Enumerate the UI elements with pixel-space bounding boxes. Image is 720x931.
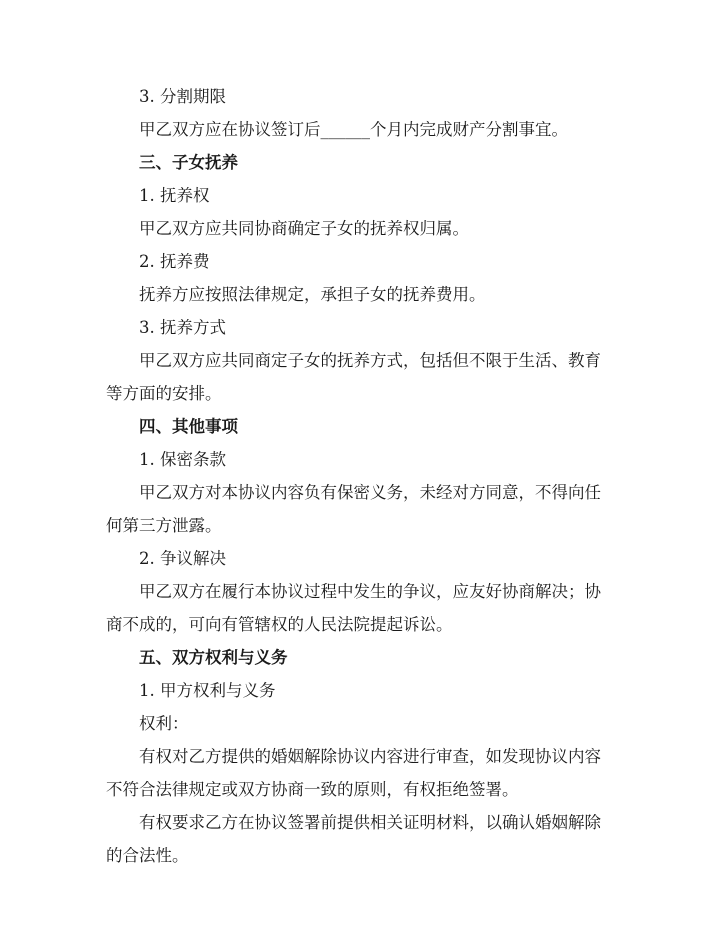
paragraph-confidentiality: 甲乙双方对本协议内容负有保密义务，未经对方同意，不得向任何第三方泄露。 xyxy=(106,483,601,535)
paragraph-review-right: 有权对乙方提供的婚姻解除协议内容进行审查，如发现协议内容不符合法律规定或双方协商一致的原则，有权拒绝签署。 xyxy=(106,747,601,799)
clause-confidentiality: 1. 保密条款 xyxy=(139,450,226,469)
clause-dispute-resolution: 2. 争议解决 xyxy=(139,549,226,568)
clause-custody-right: 1. 抚养权 xyxy=(139,186,210,205)
section-heading-child-custody: 三、子女抚养 xyxy=(139,153,238,172)
paragraph-partition-deadline: 甲乙双方应在协议签订后______个月内完成财产分割事宜。 xyxy=(139,120,568,139)
section-heading-other-matters: 四、其他事项 xyxy=(139,417,238,436)
clause-partition-deadline: 3. 分割期限 xyxy=(139,87,226,106)
clause-party-a-rights: 1. 甲方权利与义务 xyxy=(139,681,276,700)
paragraph-custody-right: 甲乙双方应共同协商确定子女的抚养权归属。 xyxy=(139,219,469,238)
clause-child-support: 2. 抚养费 xyxy=(139,252,210,271)
paragraph-evidence-right: 有权要求乙方在协议签署前提供相关证明材料，以确认婚姻解除的合法性。 xyxy=(106,813,601,865)
paragraph-child-support: 抚养方应按照法律规定，承担子女的抚养费用。 xyxy=(139,285,486,304)
clause-custody-method: 3. 抚养方式 xyxy=(139,318,226,337)
paragraph-dispute-resolution: 甲乙双方在履行本协议过程中发生的争议，应友好协商解决；协商不成的，可向有管辖权的人民法院提起诉讼。 xyxy=(106,582,601,634)
section-heading-rights-obligations: 五、双方权利与义务 xyxy=(139,648,288,667)
paragraph-custody-method: 甲乙双方应共同商定子女的抚养方式，包括但不限于生活、教育等方面的安排。 xyxy=(106,351,601,403)
rights-label: 权利： xyxy=(139,714,189,733)
